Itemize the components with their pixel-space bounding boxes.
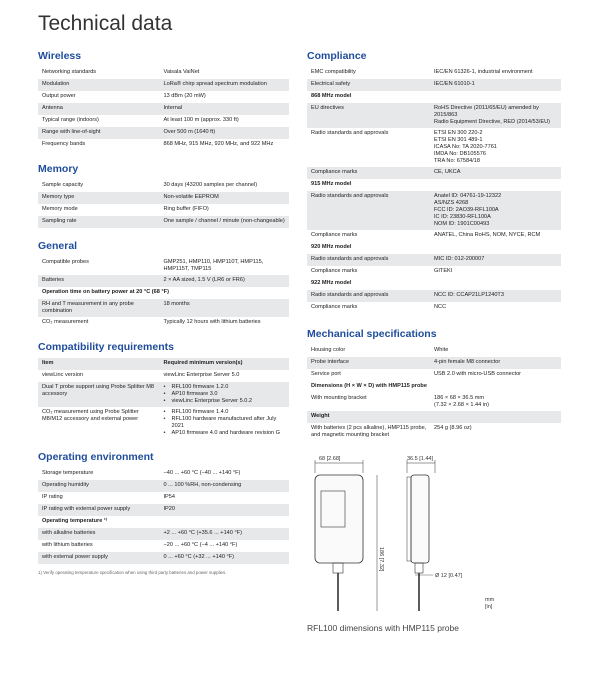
logger-front-body — [315, 475, 363, 563]
compat-table — [38, 358, 289, 439]
compat-r3-label: CO₂ measurement using Probe Splitter M8/M12 accessory and external power — [42, 409, 139, 422]
list-item: • AP10 firmware 4.0 and hardware revision G — [164, 430, 286, 437]
list-item: • RFL100 hardware manufactured after July 2021 — [164, 416, 286, 430]
row-label: IP rating — [42, 494, 63, 500]
height-label: 186 [7.32] — [378, 547, 384, 572]
compat-r3-list — [164, 409, 286, 437]
table-row — [307, 67, 561, 79]
dimension-diagram — [307, 449, 561, 633]
table-row — [307, 302, 561, 314]
mechanical-subheading: Dimensions (H × W × D) with HMP115 probe — [311, 383, 427, 389]
row-value: IP54 — [163, 494, 176, 500]
row-value: Non-volatile EEPROM — [163, 194, 219, 200]
table-row — [38, 407, 289, 439]
row-label: Radio standards and approvals — [311, 256, 389, 262]
row-value: MIC ID: 012-200007 — [434, 256, 485, 262]
table-row — [38, 257, 289, 275]
table-row — [38, 192, 289, 204]
table-row — [38, 103, 289, 115]
operating-subheading: Operating temperature ¹⁾ — [42, 518, 108, 524]
row-value: IP20 — [163, 506, 176, 512]
table-row — [38, 382, 289, 407]
table-row — [38, 204, 289, 216]
row-label: Compliance marks — [311, 232, 358, 238]
row-value: RoHS Directive (2011/65/EU) amended by 2015/863 Radio Equipment Directive, RED (2014/53/EU) — [434, 105, 550, 125]
right-column — [307, 50, 561, 633]
table-row — [38, 115, 289, 127]
row-value: Vaisala VaiNet — [163, 69, 200, 75]
row-label: Typical range (indoors) — [42, 117, 99, 123]
mechanical-subheading2: Weight — [311, 413, 330, 419]
list-item: • RFL100 firmware 1.2.0 — [164, 384, 286, 391]
general-heading: General — [38, 240, 78, 252]
compat-r1-label: viewLinc version — [42, 372, 84, 378]
row-label: Sampling rate — [42, 218, 77, 224]
table-row — [307, 128, 561, 167]
table-row — [307, 290, 561, 302]
width-label: 68 [2.68] — [319, 456, 341, 462]
row-value: ETSI EN 300 220-2 ETSI EN 301 489-1 ICASA No: TA 2020-7761 IMDA No: DB105576 TRA No: 67584/18 — [434, 130, 497, 164]
row-value: IEC/EN 61326-1, industrial environment — [434, 69, 533, 75]
row-label: Electrical safety — [311, 81, 351, 87]
logger-side-body — [411, 475, 429, 563]
table-row — [307, 357, 561, 369]
row-value: 30 days (43200 samples per channel) — [163, 182, 258, 188]
row-label: with lithium batteries — [42, 542, 93, 548]
row-label: Modulation — [42, 81, 70, 87]
row-value: Over 500 m (1640 ft) — [163, 129, 216, 135]
row-value: 13 dBm (20 mW) — [163, 93, 206, 99]
row-value: CE, UKCA — [434, 169, 461, 175]
table-row — [38, 552, 289, 564]
general-subheading-row — [38, 287, 289, 299]
row-value: ANATEL, China RoHS, NOM, NYCE, RCM — [434, 232, 541, 238]
row-label: Compliance marks — [311, 169, 358, 175]
row-value: 4-pin female M8 connector — [434, 359, 501, 365]
compat-header-row — [38, 358, 289, 370]
row-label: Compatible probes — [42, 259, 89, 265]
table-row — [307, 345, 561, 357]
table-row — [38, 216, 289, 228]
row-value: GITEKI — [434, 268, 453, 274]
compliance-sub-920 — [307, 242, 561, 254]
list-item: • viewLinc Enterprise Server 5.0.2 — [164, 398, 286, 405]
row-label: Compliance marks — [311, 268, 358, 274]
table-row — [38, 67, 289, 79]
row-value: 0 ... +60 °C (+32 ... +140 °F) — [163, 554, 235, 560]
row-value: USB 2.0 with micro-USB connector — [434, 371, 522, 377]
row-value: Typically 12 hours with lithium batteries — [163, 319, 261, 325]
sub-922-label: 922 MHz model — [311, 280, 352, 286]
row-value: NCC — [434, 304, 447, 310]
row-label: EMC compatibility — [311, 69, 356, 75]
row-value: 2 × AA sized, 1.5 V (LR6 or FR6) — [163, 277, 245, 283]
footnote: 1) Verify operating temperature specification when using third party batteries and power supplies. — [38, 570, 227, 575]
row-value: +2 ... +60 °C (+35.6 ... +140 °F) — [163, 530, 242, 536]
compat-col-version: Required minimum version(s) — [163, 360, 243, 366]
compliance-sub-922 — [307, 278, 561, 290]
list-item: • RFL100 firmware 1.4.0 — [164, 409, 286, 416]
row-label: EU directives — [311, 105, 344, 111]
row-label: Output power — [42, 93, 76, 99]
general-table — [38, 257, 289, 329]
sub-868-label: 868 MHz model — [311, 93, 352, 99]
compliance-heading: Compliance — [307, 50, 367, 62]
table-row — [307, 393, 561, 411]
compat-r2-list — [164, 384, 286, 405]
table-row — [38, 79, 289, 91]
row-label: Radio standards and approvals — [311, 292, 389, 298]
row-label: With batteries (2 pcs alkaline), HMP115 probe, and magnetic mounting bracket — [311, 425, 427, 438]
row-label: with external power supply — [42, 554, 108, 560]
row-value: 868 MHz, 915 MHz, 920 MHz, and 922 MHz — [163, 141, 274, 147]
table-row — [38, 317, 289, 329]
row-label: Sample capacity — [42, 182, 84, 188]
row-value: LoRa® chirp spread spectrum modulation — [163, 81, 267, 87]
table-row — [307, 266, 561, 278]
mechanical-table — [307, 345, 561, 441]
row-value: At least 100 m (approx. 330 ft) — [163, 117, 239, 123]
row-label: Storage temperature — [42, 470, 94, 476]
row-value: IEC/EN 61010-1 — [434, 81, 475, 87]
table-row — [38, 504, 289, 516]
row-value: 18 months — [163, 301, 190, 307]
row-value: Ring buffer (FIFO) — [163, 206, 209, 212]
table-row — [38, 528, 289, 540]
compat-r2-label: Dual T probe support using Probe Splitter M8 accessory — [42, 384, 155, 397]
row-value: −20 ... +60 °C (−4 ... +140 °F) — [163, 542, 238, 548]
memory-heading: Memory — [38, 163, 79, 175]
sub-915-label: 915 MHz model — [311, 181, 352, 187]
row-label: Probe interface — [311, 359, 349, 365]
compat-col-item: Item — [42, 360, 54, 366]
compat-r1-value: viewLinc Enterprise Server 5.0 — [163, 372, 240, 378]
table-row — [38, 180, 289, 192]
wireless-table — [38, 67, 289, 151]
row-value: Internal — [163, 105, 183, 111]
table-row — [307, 230, 561, 242]
row-label: Radio standards and approvals — [311, 193, 389, 199]
row-value: 254 g (8.96 oz) — [434, 425, 472, 431]
row-value: One sample / channel / minute (non-changeable) — [163, 218, 285, 224]
table-row — [307, 79, 561, 91]
row-label: IP rating with external power supply — [42, 506, 131, 512]
diagram-caption: RFL100 dimensions with HMP115 probe — [307, 623, 459, 633]
row-value: Anatel ID: 04761-19-12322 AS/NZS 4268 FCC ID: 2AO39-RFL100A IC ID: 23830-RFL100A NOM ID: 1901C00493 — [434, 193, 502, 227]
dimension-drawing — [307, 449, 561, 614]
mechanical-subheading-row — [307, 381, 561, 393]
row-label: Operating humidity — [42, 482, 89, 488]
row-label: Batteries — [42, 277, 65, 283]
list-item: • AP10 firmware 3.0 — [164, 391, 286, 398]
table-row — [38, 370, 289, 382]
table-row — [38, 480, 289, 492]
row-label: Service port — [311, 371, 341, 377]
row-label: Frequency bands — [42, 141, 86, 147]
row-label: Memory type — [42, 194, 75, 200]
units-mm: mm — [485, 597, 495, 603]
row-label: Memory mode — [42, 206, 78, 212]
row-label: Range with line-of-sight — [42, 129, 101, 135]
mechanical-heading: Mechanical specifications — [307, 328, 437, 340]
table-row — [38, 275, 289, 287]
table-row — [307, 369, 561, 381]
wireless-heading: Wireless — [38, 50, 82, 62]
table-row — [307, 103, 561, 128]
row-label: Housing color — [311, 347, 346, 353]
operating-heading: Operating environment — [38, 451, 154, 463]
operating-table — [38, 468, 289, 564]
table-row — [38, 299, 289, 317]
table-row — [38, 492, 289, 504]
row-label: RH and T measurement in any probe combination — [42, 301, 134, 314]
page-title: Technical data — [38, 12, 173, 35]
table-row — [38, 540, 289, 552]
row-label: with alkaline batteries — [42, 530, 96, 536]
row-value: 0 ... 100 %RH, non-condensing — [163, 482, 242, 488]
row-value: 186 × 68 × 36.5 mm (7.32 × 2.68 × 1.44 in) — [434, 395, 490, 408]
table-row — [307, 167, 561, 179]
table-row — [307, 191, 561, 230]
row-value: NCC ID: CCAP21LP1240T3 — [434, 292, 504, 298]
general-subheading: Operation time on battery power at 20 °C (68 °F) — [42, 289, 169, 295]
compat-heading: Compatibility requirements — [38, 341, 174, 353]
units-in: [in] — [485, 604, 493, 610]
depth-label: 36.5 [1.44] — [407, 456, 433, 462]
row-label: Compliance marks — [311, 304, 358, 310]
compliance-table — [307, 67, 561, 314]
row-label: With mounting bracket — [311, 395, 367, 401]
table-row — [38, 91, 289, 103]
row-value: White — [434, 347, 449, 353]
row-label: CO₂ measurement — [42, 319, 89, 325]
row-value: GMP251, HMP110, HMP110T, HMP115, HMP115T, TMP115 — [163, 259, 264, 272]
table-row — [38, 127, 289, 139]
table-row — [38, 468, 289, 480]
row-label: Antenna — [42, 105, 63, 111]
operating-subheading-row — [38, 516, 289, 528]
memory-table — [38, 180, 289, 228]
row-label: Networking standards — [42, 69, 97, 75]
mechanical-subheading2-row — [307, 411, 561, 423]
table-row — [38, 139, 289, 151]
compliance-sub-868 — [307, 91, 561, 103]
left-column — [38, 50, 289, 575]
compliance-sub-915 — [307, 179, 561, 191]
table-row — [307, 254, 561, 266]
row-value: −40 ... +60 °C (−40 ... +140 °F) — [163, 470, 241, 476]
sub-920-label: 920 MHz model — [311, 244, 352, 250]
table-row — [307, 423, 561, 441]
row-label: Radio standards and approvals — [311, 130, 389, 136]
probe-diameter-label: Ø 12 [0.47] — [435, 573, 463, 579]
